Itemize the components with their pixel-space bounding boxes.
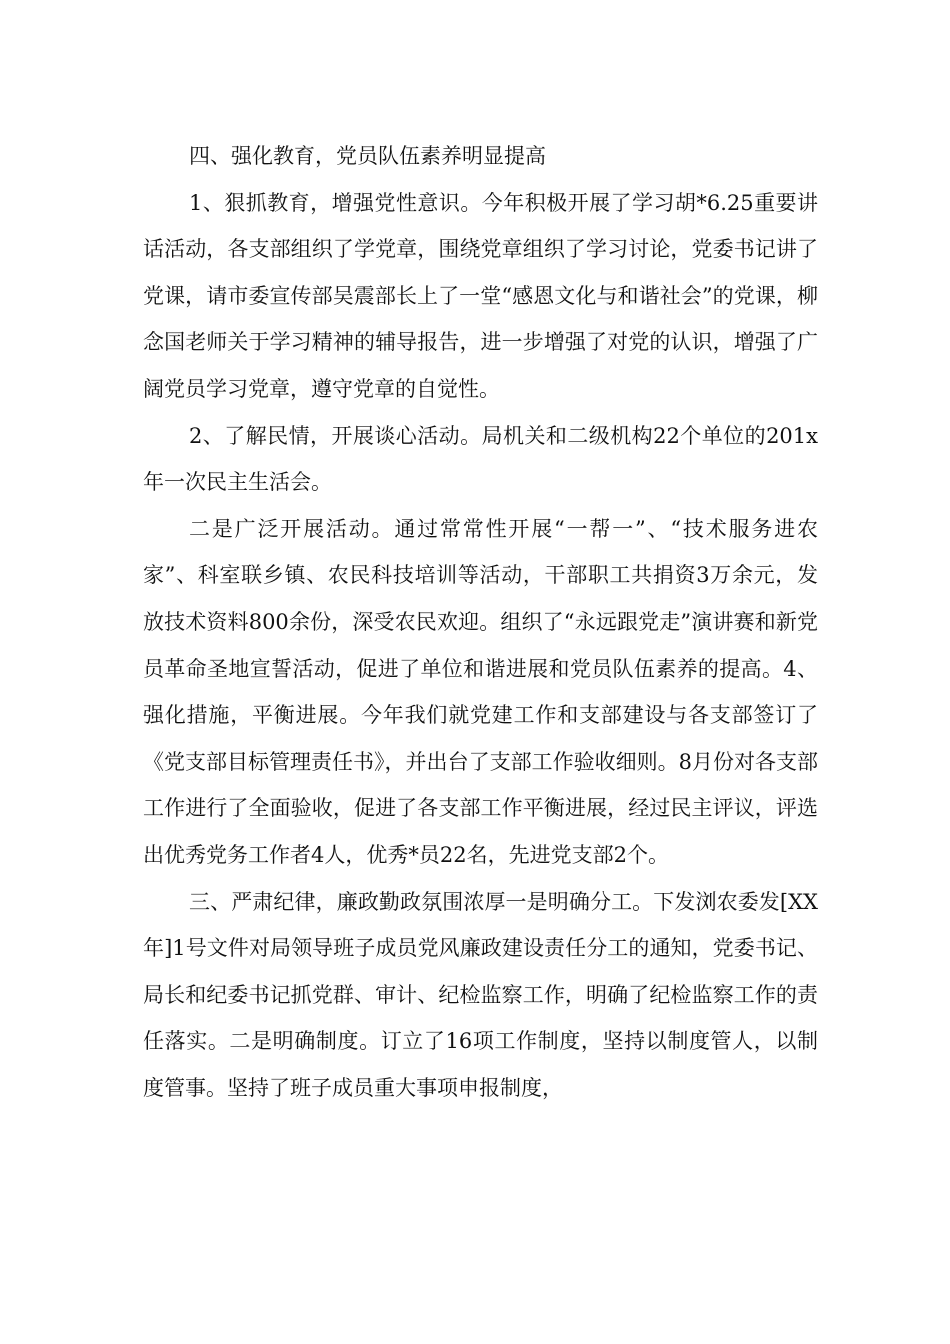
paragraph-discipline: 三、严肃纪律，廉政勤政氛围浓厚一是明确分工。下发浏农委发[XX年]1号文件对局领导班子成员党风廉政建设责任分工的通知，党委书记、局长和纪委书记抓党群、审计、纪检监察工作，明确了纪检监察工作的责任落实。二是明确制度。订立了16项工作制度，坚持以制度管人，以制度管事。坚持了班子成员重大事项申报制度，: [143, 889, 818, 1100]
section-heading-education: 四、强化教育，党员队伍素养明显提高: [189, 144, 546, 168]
paragraph-party-awareness: 1、狠抓教育，增强党性意识。今年积极开展了学习胡*6.25重要讲话活动，各支部组织了学党章，围绕党章组织了学习讨论，党委书记讲了党课，请市委宣传部吴震部长上了一堂“感恩文化与和谐社会”的党课，柳念国老师关于学习精神的辅导报告，进一步增强了对党的认识，增强了广阔党员学习党章，遵守党章的自觉性。: [143, 190, 818, 401]
paragraph-heart-to-heart: 2、了解民情，开展谈心活动。局机关和二级机构22个单位的201x年一次民主生活会。: [143, 423, 818, 495]
paragraph-activities: 二是广泛开展活动。通过常常性开展“一帮一”、“技术服务进农家”、科室联乡镇、农民科技培训等活动，干部职工共捐资3万余元，发放技术资料800余份，深受农民欢迎。组织了“永远跟党走”演讲赛和新党员革命圣地宣誓活动，促进了单位和谐进展和党员队伍素养的提高。4、强化措施，平衡进展。今年我们就党建工作和支部建设与各支部签订了《党支部目标管理责任书》，并出台了支部工作验收细则。8月份对各支部工作进行了全面验收，促进了各支部工作平衡进展，经过民主评议，评选出优秀党务工作者4人，优秀*员22名，先进党支部2个。: [143, 516, 818, 867]
document-body: [143, 133, 818, 1111]
